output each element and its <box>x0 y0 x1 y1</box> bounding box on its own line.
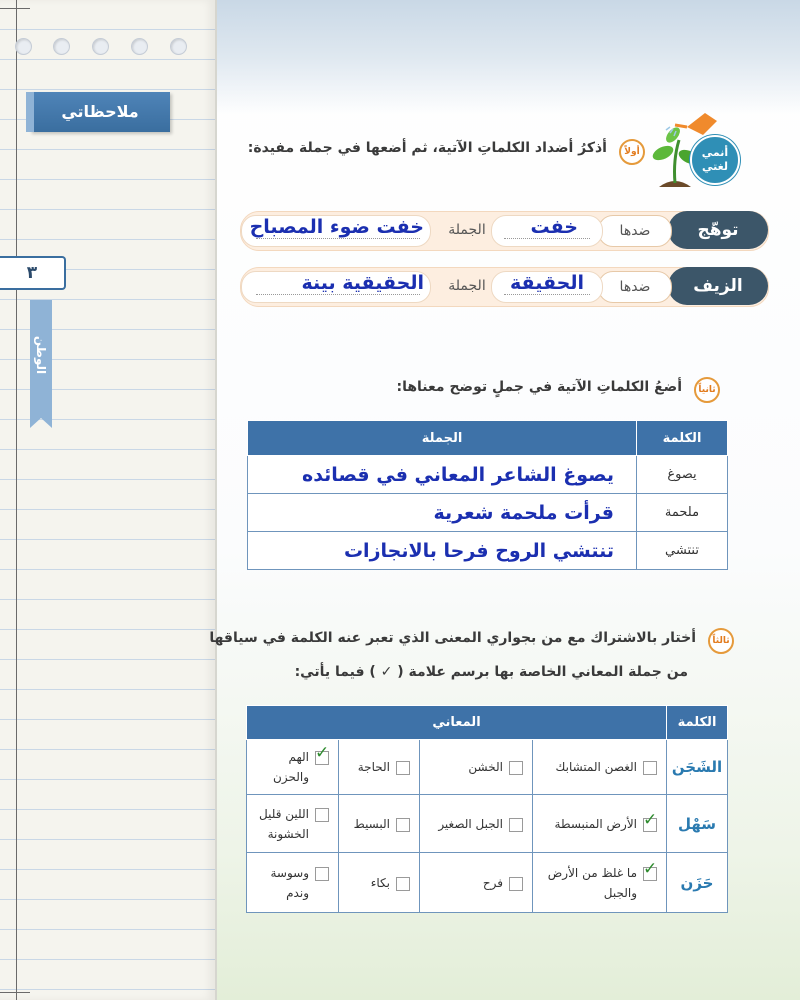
antonym-word: توهّج <box>668 211 768 249</box>
meaning-option[interactable] <box>420 853 533 913</box>
binder-hole <box>53 38 70 55</box>
opposite-answer: خفت <box>530 216 578 238</box>
antonym-row-2 <box>240 267 769 307</box>
binder-hole <box>131 38 148 55</box>
binder-hole <box>170 38 187 55</box>
meaning-label: فرح <box>482 875 503 890</box>
section-2-instruction: أضعُ الكلماتِ الآتية في جملٍ توضح معناها: <box>396 379 682 395</box>
opposite-answer: الحقيقة <box>510 272 584 294</box>
checkbox-checked[interactable] <box>643 818 657 832</box>
meaning-label: الأرض المنبسطة <box>554 816 637 831</box>
meaning-option[interactable] <box>420 795 533 853</box>
table-row <box>247 853 728 913</box>
notes-title: ملاحظاتي <box>30 92 170 132</box>
meaning-option[interactable] <box>247 740 339 795</box>
section-3-instruction-line-1: أختار بالاشتراك مع من بجواري المعنى الذي تعبر عنه الكلمة في سياقها <box>209 630 696 646</box>
vocab-word: تنتشي <box>637 532 728 570</box>
antonym-row-1 <box>240 211 769 251</box>
meaning-label: الهم والحزن <box>273 750 309 784</box>
checkbox[interactable] <box>315 867 329 881</box>
opposite-label: ضدها <box>598 271 672 303</box>
meanings-table <box>246 705 728 913</box>
sentence-label: الجملة <box>448 222 486 238</box>
badge-line-1: أنمي <box>701 146 729 159</box>
sentence-field[interactable] <box>241 271 431 303</box>
binder-hole <box>15 38 32 55</box>
sentence-label: الجملة <box>448 278 486 294</box>
meaning-label: ما غلظ من الأرض والجبل <box>547 865 637 900</box>
col-header-sentence: الجملة <box>248 421 637 456</box>
vocab-word: ملحمة <box>637 494 728 532</box>
binding-tick <box>0 992 30 993</box>
section-3-marker: ثالثاً <box>708 628 734 654</box>
meaning-label: وسوسة وندم <box>270 865 309 900</box>
meaning-label: بكاء <box>370 875 390 890</box>
meaning-option[interactable] <box>533 795 667 853</box>
section-1-instruction: أذكرُ أضداد الكلماتِ الآتية، ثم أضعها في جملة مفيدة: <box>247 140 607 156</box>
meaning-label: الخشن <box>468 760 503 774</box>
badge-line-2: لغتي <box>702 160 728 173</box>
section-1-marker: أولاً <box>619 139 645 165</box>
meaning-label: اللين قليل الخشونة <box>259 806 309 841</box>
vocab-word: يصوغ <box>637 456 728 494</box>
sentence-answer: خفت ضوء المصباح <box>249 216 424 238</box>
binding-line <box>16 0 17 1000</box>
sentence-answer: الحقيقية بينة <box>301 272 424 294</box>
vocab-word: حَزَن <box>667 853 728 913</box>
section-2-marker: ثانياً <box>694 377 720 403</box>
sentence-cell[interactable] <box>248 532 637 570</box>
checkbox[interactable] <box>396 761 410 775</box>
sentence-cell[interactable] <box>248 456 637 494</box>
meaning-option[interactable] <box>339 795 420 853</box>
checkbox[interactable] <box>643 761 657 775</box>
checkbox[interactable] <box>396 877 410 891</box>
antonym-word: الزيف <box>668 267 768 305</box>
sentence-answer: يصوغ الشاعر المعاني في قصائده <box>301 463 614 486</box>
unit-ribbon <box>30 300 52 418</box>
checkbox-checked[interactable] <box>643 867 657 881</box>
meaning-label: الحاجة <box>357 760 390 774</box>
table-row <box>247 795 728 853</box>
opposite-field[interactable] <box>491 271 603 303</box>
checkbox[interactable] <box>315 808 329 822</box>
meaning-label: الجبل الصغير <box>438 816 503 831</box>
col-header-word: الكلمة <box>637 421 728 456</box>
sentence-cell[interactable] <box>248 494 637 532</box>
header-band <box>217 0 800 115</box>
checkbox[interactable] <box>509 818 523 832</box>
binder-hole <box>92 38 109 55</box>
table-row <box>248 456 728 494</box>
vocab-word: الشَجَن <box>667 740 728 795</box>
checkbox-checked[interactable] <box>315 751 329 765</box>
meaning-option[interactable] <box>339 740 420 795</box>
sentence-answer: تنتشي الروح فرحا بالانجازات <box>343 539 614 562</box>
unit-name: الوطن <box>34 335 48 375</box>
meaning-option[interactable] <box>247 853 339 913</box>
checkbox[interactable] <box>396 818 410 832</box>
meaning-option[interactable] <box>339 853 420 913</box>
sentence-field[interactable] <box>241 215 431 247</box>
section-3-instruction-line-2: من جملة المعاني الخاصة بها برسم علامة ( ✓ ) فيما يأتي: <box>294 664 688 680</box>
meaning-option[interactable] <box>533 853 667 913</box>
opposite-field[interactable] <box>491 215 603 247</box>
checkbox[interactable] <box>509 877 523 891</box>
table-row <box>247 740 728 795</box>
checkbox[interactable] <box>509 761 523 775</box>
opposite-label: ضدها <box>598 215 672 247</box>
meaning-option[interactable] <box>247 795 339 853</box>
table-row <box>248 494 728 532</box>
col-header-meanings: المعاني <box>247 706 667 740</box>
meaning-label: الغصن المتشابك <box>555 760 637 774</box>
vocab-word: سَهْل <box>667 795 728 853</box>
table-row <box>248 532 728 570</box>
sentence-answer: قرأت ملحمة شعرية <box>433 501 614 524</box>
meaning-option[interactable] <box>420 740 533 795</box>
meaning-option[interactable] <box>533 740 667 795</box>
binding-tick <box>0 8 30 9</box>
sentence-table <box>247 420 728 570</box>
unit-number: ٣ <box>0 256 66 290</box>
col-header-word: الكلمة <box>667 706 728 740</box>
language-badge <box>690 135 740 185</box>
meaning-label: البسيط <box>353 816 390 831</box>
notes-sidebar <box>0 0 217 1000</box>
